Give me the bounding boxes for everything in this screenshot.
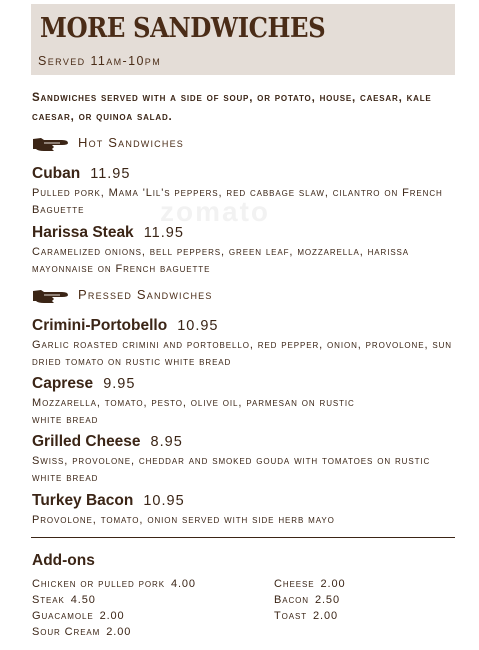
- addon-item: [32, 624, 196, 640]
- section-label: Pressed Sandwiches: [78, 287, 213, 302]
- item-description: Garlic roasted crimini and portobello, red pepper, onion, provolone, sun dried tomato on rustic white bread: [32, 339, 452, 368]
- item-price: 8.95: [150, 434, 183, 450]
- addon-name: Bacon: [274, 594, 309, 606]
- addon-item: [274, 592, 345, 608]
- page-title: MORE SANDWICHES: [40, 13, 326, 44]
- menu-item-grilled-cheese: [32, 432, 462, 487]
- menu-item-turkey-bacon: [32, 491, 462, 529]
- item-price: 10.95: [143, 493, 185, 509]
- item-description: Mozzarella, tomato, pesto, olive oil, parmesan on rustic white bread: [32, 397, 355, 426]
- menu-item-crimini-portobello: [32, 316, 462, 371]
- item-name: Cuban: [32, 165, 81, 182]
- addon-item: [274, 608, 345, 624]
- addons-title: Add-ons: [32, 552, 95, 569]
- item-name: Turkey Bacon: [32, 492, 134, 509]
- addon-price: 4.50: [70, 594, 96, 606]
- menu-item-cuban: [32, 164, 462, 219]
- addons-right-column: [274, 576, 345, 624]
- divider: [31, 537, 455, 538]
- item-name: Crimini-Portobello: [32, 317, 168, 334]
- menu-item-caprese: [32, 374, 462, 429]
- pointing-hand-icon: [32, 135, 70, 153]
- item-price: 11.95: [143, 225, 184, 241]
- addon-price: 2.00: [320, 578, 346, 590]
- item-description: Provolone, tomato, onion served with side herb mayo: [32, 514, 335, 526]
- addon-price: 2.50: [314, 594, 340, 606]
- addon-name: Chicken or pulled pork: [32, 578, 165, 590]
- addons-left-column: [32, 576, 196, 640]
- addon-item: [32, 576, 196, 592]
- item-name: Harissa Steak: [32, 224, 134, 241]
- item-description: Caramelized onions, bell peppers, green leaf, mozzarella, harissa mayonnaise on French baguette: [32, 246, 410, 275]
- menu-item-harissa-steak: [32, 223, 462, 278]
- addon-name: Guacamole: [32, 610, 94, 622]
- addon-item: [274, 576, 345, 592]
- section-label: Hot Sandwiches: [78, 135, 184, 150]
- item-name: Grilled Cheese: [32, 433, 141, 450]
- served-hours: Served 11am-10pm: [38, 54, 162, 68]
- addon-item: [32, 592, 196, 608]
- item-price: 10.95: [177, 318, 219, 334]
- addon-item: [32, 608, 196, 624]
- addon-price: 2.00: [106, 626, 132, 638]
- item-name: Caprese: [32, 375, 94, 392]
- watermark: zomato: [160, 196, 270, 227]
- addon-price: 2.00: [99, 610, 125, 622]
- item-description: Pulled pork, Mama 'Lil's peppers, red cabbage slaw, cilantro on French Baguette: [32, 187, 443, 216]
- addon-name: Steak: [32, 594, 65, 606]
- addon-name: Toast: [274, 610, 308, 622]
- menu-header: [31, 4, 455, 75]
- addon-price: 4.00: [170, 578, 196, 590]
- addon-name: Cheese: [274, 578, 315, 590]
- item-price: 11.95: [90, 166, 131, 182]
- pointing-hand-icon: [32, 287, 70, 305]
- intro-text: Sandwiches served with a side of soup, or potato, house, caesar, kale caesar, or quinoa salad.: [32, 92, 432, 123]
- addon-price: 2.00: [313, 610, 339, 622]
- item-price: 9.95: [103, 376, 136, 392]
- addon-name: Sour Cream: [32, 626, 101, 638]
- item-description: Swiss, provolone, cheddar and smoked gouda with tomatoes on rustic white bread: [32, 455, 431, 484]
